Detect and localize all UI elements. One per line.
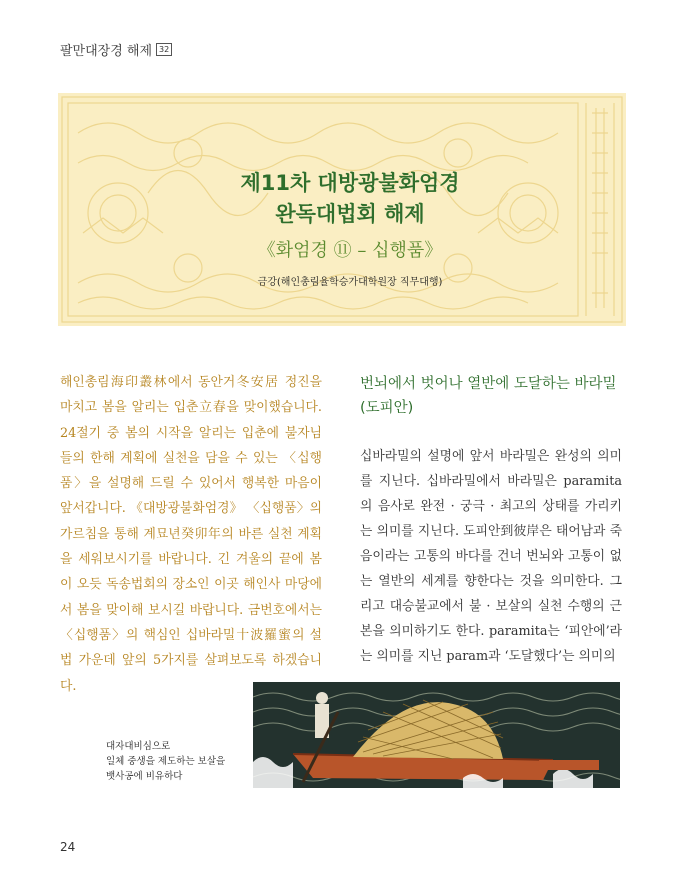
figure-caption	[106, 739, 256, 784]
caption-line: 일체 중생을 제도하는 보살을	[106, 756, 226, 767]
book-icon: 32	[156, 43, 172, 56]
running-header	[60, 40, 172, 59]
article-subtitle: 《화엄경 ⑪ – 십행품》	[257, 240, 443, 261]
running-title: 팔만대장경 해제	[60, 44, 153, 59]
intro-paragraph: 해인총림海印叢林에서 동안거冬安居 정진을 마치고 봄을 알리는 입춘立春을 맞이했습니다. 24절기 중 봄의 시작을 알리는 입춘에 불자님들의 한해 계획에 실천을 담을 수 있는 〈십행품〉을 설명해 드릴 수 있어서 행복한 마음이 앞서갑니다. 《대방광불화엄경》 〈십행품〉의 가르침을 통해 계묘년癸卯年의 바른 실천 계획을 세워보시기를 바랍니다. 긴 겨울의 끝에 봄이 오듯 독송법회의 장소인 이곳 해인사 마당에서 봄을 맞이해 보시길 바랍니다. 금번호에서는 〈십행품〉의 핵심인 십바라밀十波羅蜜의 설법 가운데 앞의 5가지를 살펴보도록 하겠습니다.	[60, 375, 322, 694]
page-number: 24	[60, 840, 76, 854]
article-title-line1: 제11차 대방광불화엄경	[240, 171, 460, 195]
caption-line: 대자대비심으로	[106, 741, 171, 752]
boatman-painting	[253, 682, 620, 788]
caption-line: 뱃사공에 비유하다	[106, 771, 183, 782]
body-paragraph: 십바라밀의 설명에 앞서 바라밀은 완성의 의미를 지닌다. 십바라밀에서 바라밀은 paramita의 음사로 완전 · 궁극 · 최고의 상태를 가리키는 의미를 지닌다. 도피안到彼岸은 태어남과 죽음이라는 고통의 바다를 건너 번뇌와 고통이 없는 열반의 세계를 향한다는 것을 의미한다. 그리고 대승불교에서 불 · 보살의 실천 수행의 근본을 의미하기도 한다. paramita는 ‘피안에’라는 의미를 지닌 param과 ‘도달했다’는 의미의	[360, 449, 622, 664]
section-heading: 번뇌에서 벗어나 열반에 도달하는 바라밀(도피안)	[360, 376, 617, 416]
article-title-line2: 완독대법회 해제	[275, 202, 425, 226]
author-credit: 금강(해인총림율학승가대학원장 직무대행)	[257, 277, 443, 288]
